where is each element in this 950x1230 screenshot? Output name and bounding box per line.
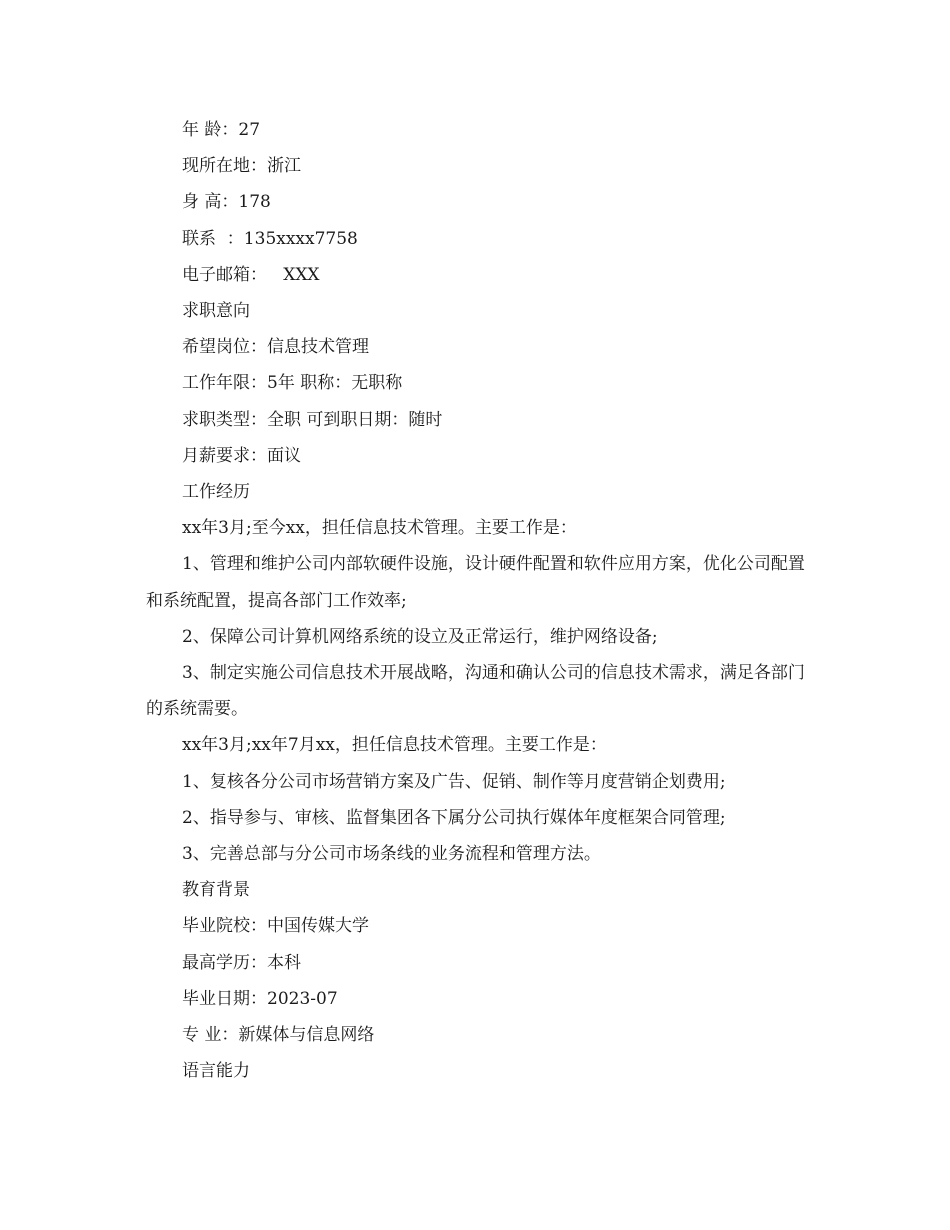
major-line: 专 业：新媒体与信息网络 bbox=[182, 1025, 375, 1046]
section-heading-language: 语言能力 bbox=[182, 1061, 250, 1082]
contact-line: 联系 ：135xxxx7758 bbox=[182, 228, 358, 249]
job-type-line: 求职类型：全职 可到职日期：随时 bbox=[182, 409, 443, 430]
email-line: 电子邮箱： XXX bbox=[182, 264, 320, 285]
desired-position-line: 希望岗位：信息技术管理 bbox=[182, 337, 369, 358]
degree-line: 最高学历：本科 bbox=[182, 952, 301, 973]
salary-line: 月薪要求：面议 bbox=[182, 445, 301, 466]
job-1-duty-2: 2、保障公司计算机网络系统的设立及正常运行，维护网络设备; bbox=[182, 626, 658, 647]
job-1-duty-1: 1、管理和维护公司内部软硬件设施，设计硬件配置和软件应用方案，优化公司配置和系统配置，提高各部门工作效率; bbox=[146, 554, 805, 611]
location-line: 现所在地：浙江 bbox=[182, 156, 301, 177]
resume-body bbox=[146, 112, 810, 1089]
section-heading-work-experience: 工作经历 bbox=[182, 482, 250, 503]
job-period-2: xx年3月;xx年7月xx，担任信息技术管理。主要工作是： bbox=[182, 735, 607, 756]
job-period-1: xx年3月;至今xx，担任信息技术管理。主要工作是： bbox=[182, 518, 577, 539]
job-1-duty-3: 3、制定实施公司信息技术开展战略，沟通和确认公司的信息技术需求，满足各部门的系统需要。 bbox=[146, 663, 805, 720]
age-line: 年 龄：27 bbox=[182, 120, 261, 140]
job-2-duty-2: 2、指导参与、审核、监督集团各下属分公司执行媒体年度框架合同管理; bbox=[182, 807, 726, 828]
work-years-line: 工作年限：5年 职称：无职称 bbox=[182, 373, 403, 394]
height-line: 身 高：178 bbox=[182, 192, 271, 213]
job-2-duty-1: 1、复核各分公司市场营销方案及广告、促销、制作等月度营销企划费用; bbox=[182, 771, 726, 792]
section-heading-education: 教育背景 bbox=[182, 880, 250, 901]
graduation-date-line: 毕业日期：2023-07 bbox=[182, 988, 338, 1009]
section-heading-job-intention: 求职意向 bbox=[182, 301, 250, 322]
school-line: 毕业院校：中国传媒大学 bbox=[182, 916, 369, 937]
job-2-duty-3: 3、完善总部与分公司市场条线的业务流程和管理方法。 bbox=[182, 844, 601, 865]
